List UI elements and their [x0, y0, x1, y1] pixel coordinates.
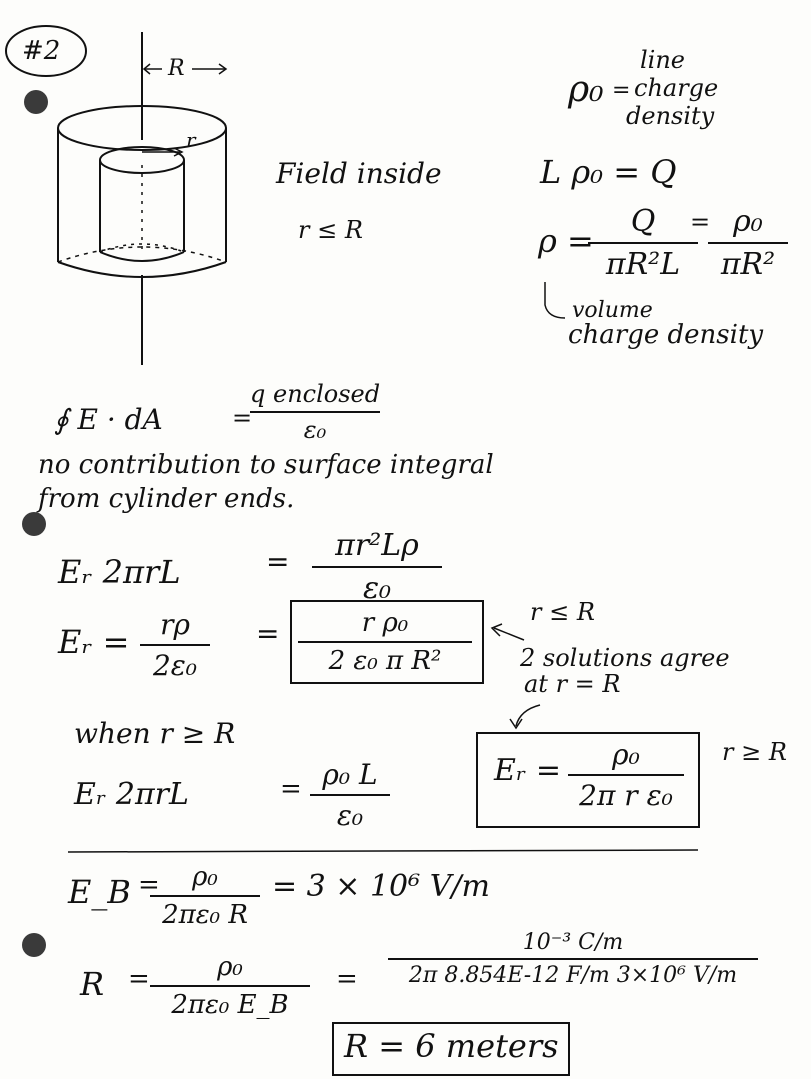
eq3-lhs: Eᵣ 2πrL [74, 777, 189, 812]
inside-condition: r ≤ R [298, 216, 363, 244]
result-text: R = 6 meters [344, 1027, 559, 1065]
rho0-equals: = [612, 78, 631, 103]
rho0-symbol: ρ₀ [568, 69, 604, 110]
agree-note-line1: 2 solutions agree [520, 644, 730, 672]
gauss-equals: = [232, 404, 253, 432]
outside-heading: when r ≥ R [74, 717, 236, 750]
eq3-equals: = [280, 774, 302, 804]
eq1-fraction: πr²Lρ ε₀ [312, 528, 442, 606]
eq6-equals-2: = [336, 964, 358, 994]
gauss-lhs: ∮ E · dA [54, 403, 163, 436]
eq5-fraction: ρ₀ 2πε₀ R [150, 862, 260, 930]
rho0-def-line1: line [640, 46, 686, 74]
note-line-2: from cylinder ends. [38, 484, 295, 514]
eq2-equals: = [256, 617, 280, 650]
gauss-fraction: q enclosed ε₀ [250, 380, 381, 444]
radius-label: R [168, 56, 185, 81]
volume-density-lhs: ρ = [538, 222, 594, 260]
eq5-lhs: E_B [68, 873, 131, 911]
inside-condition-2: r ≤ R [530, 598, 595, 626]
volume-density-fraction-2: ρ₀ πR² [708, 204, 788, 282]
agree-note-line2: at r = R [524, 670, 621, 698]
eq6-lhs: R [80, 965, 105, 1003]
eq5-equals: = [138, 870, 160, 900]
eq3-fraction: ρ₀ L ε₀ [310, 758, 390, 832]
field-inside-heading: Field inside [276, 157, 442, 190]
eq6-equals: = [128, 964, 150, 994]
volume-density-label-line2: charge density [568, 320, 764, 350]
eq2-fraction-2: r ρ₀ 2 ε₀ π R² [298, 608, 472, 676]
inner-radius-label: r [186, 128, 196, 152]
eq4-lhs: Eᵣ = [494, 753, 561, 788]
outside-condition: r ≥ R [722, 738, 787, 766]
problem-label: #2 [22, 36, 61, 66]
eq4-fraction: ρ₀ 2π r ε₀ [568, 738, 684, 812]
volume-density-equals: = [690, 208, 711, 236]
rho0-def-line2: charge [634, 74, 719, 102]
volume-density-fraction-1: Q πR²L [588, 204, 698, 282]
eq6-fraction-2: 10⁻³ C/m 2π 8.854E-12 F/m 3×10⁶ V/m [388, 930, 758, 988]
volume-density-label-line1: volume [572, 298, 653, 323]
eq6-fraction-1: ρ₀ 2πε₀ E_B [150, 952, 310, 1020]
total-charge-equation: L ρ₀ = Q [540, 153, 677, 191]
eq1-lhs: Eᵣ 2πrL [58, 553, 181, 591]
note-line-1: no contribution to surface integral [38, 450, 494, 480]
rho0-def-line3: density [626, 102, 715, 130]
eq2-fraction-1: rρ 2ε₀ [140, 608, 210, 682]
eq5-rhs: = 3 × 10⁶ V/m [272, 869, 490, 904]
eq1-equals: = [266, 545, 290, 578]
eq2-lhs: Eᵣ = [58, 623, 130, 661]
